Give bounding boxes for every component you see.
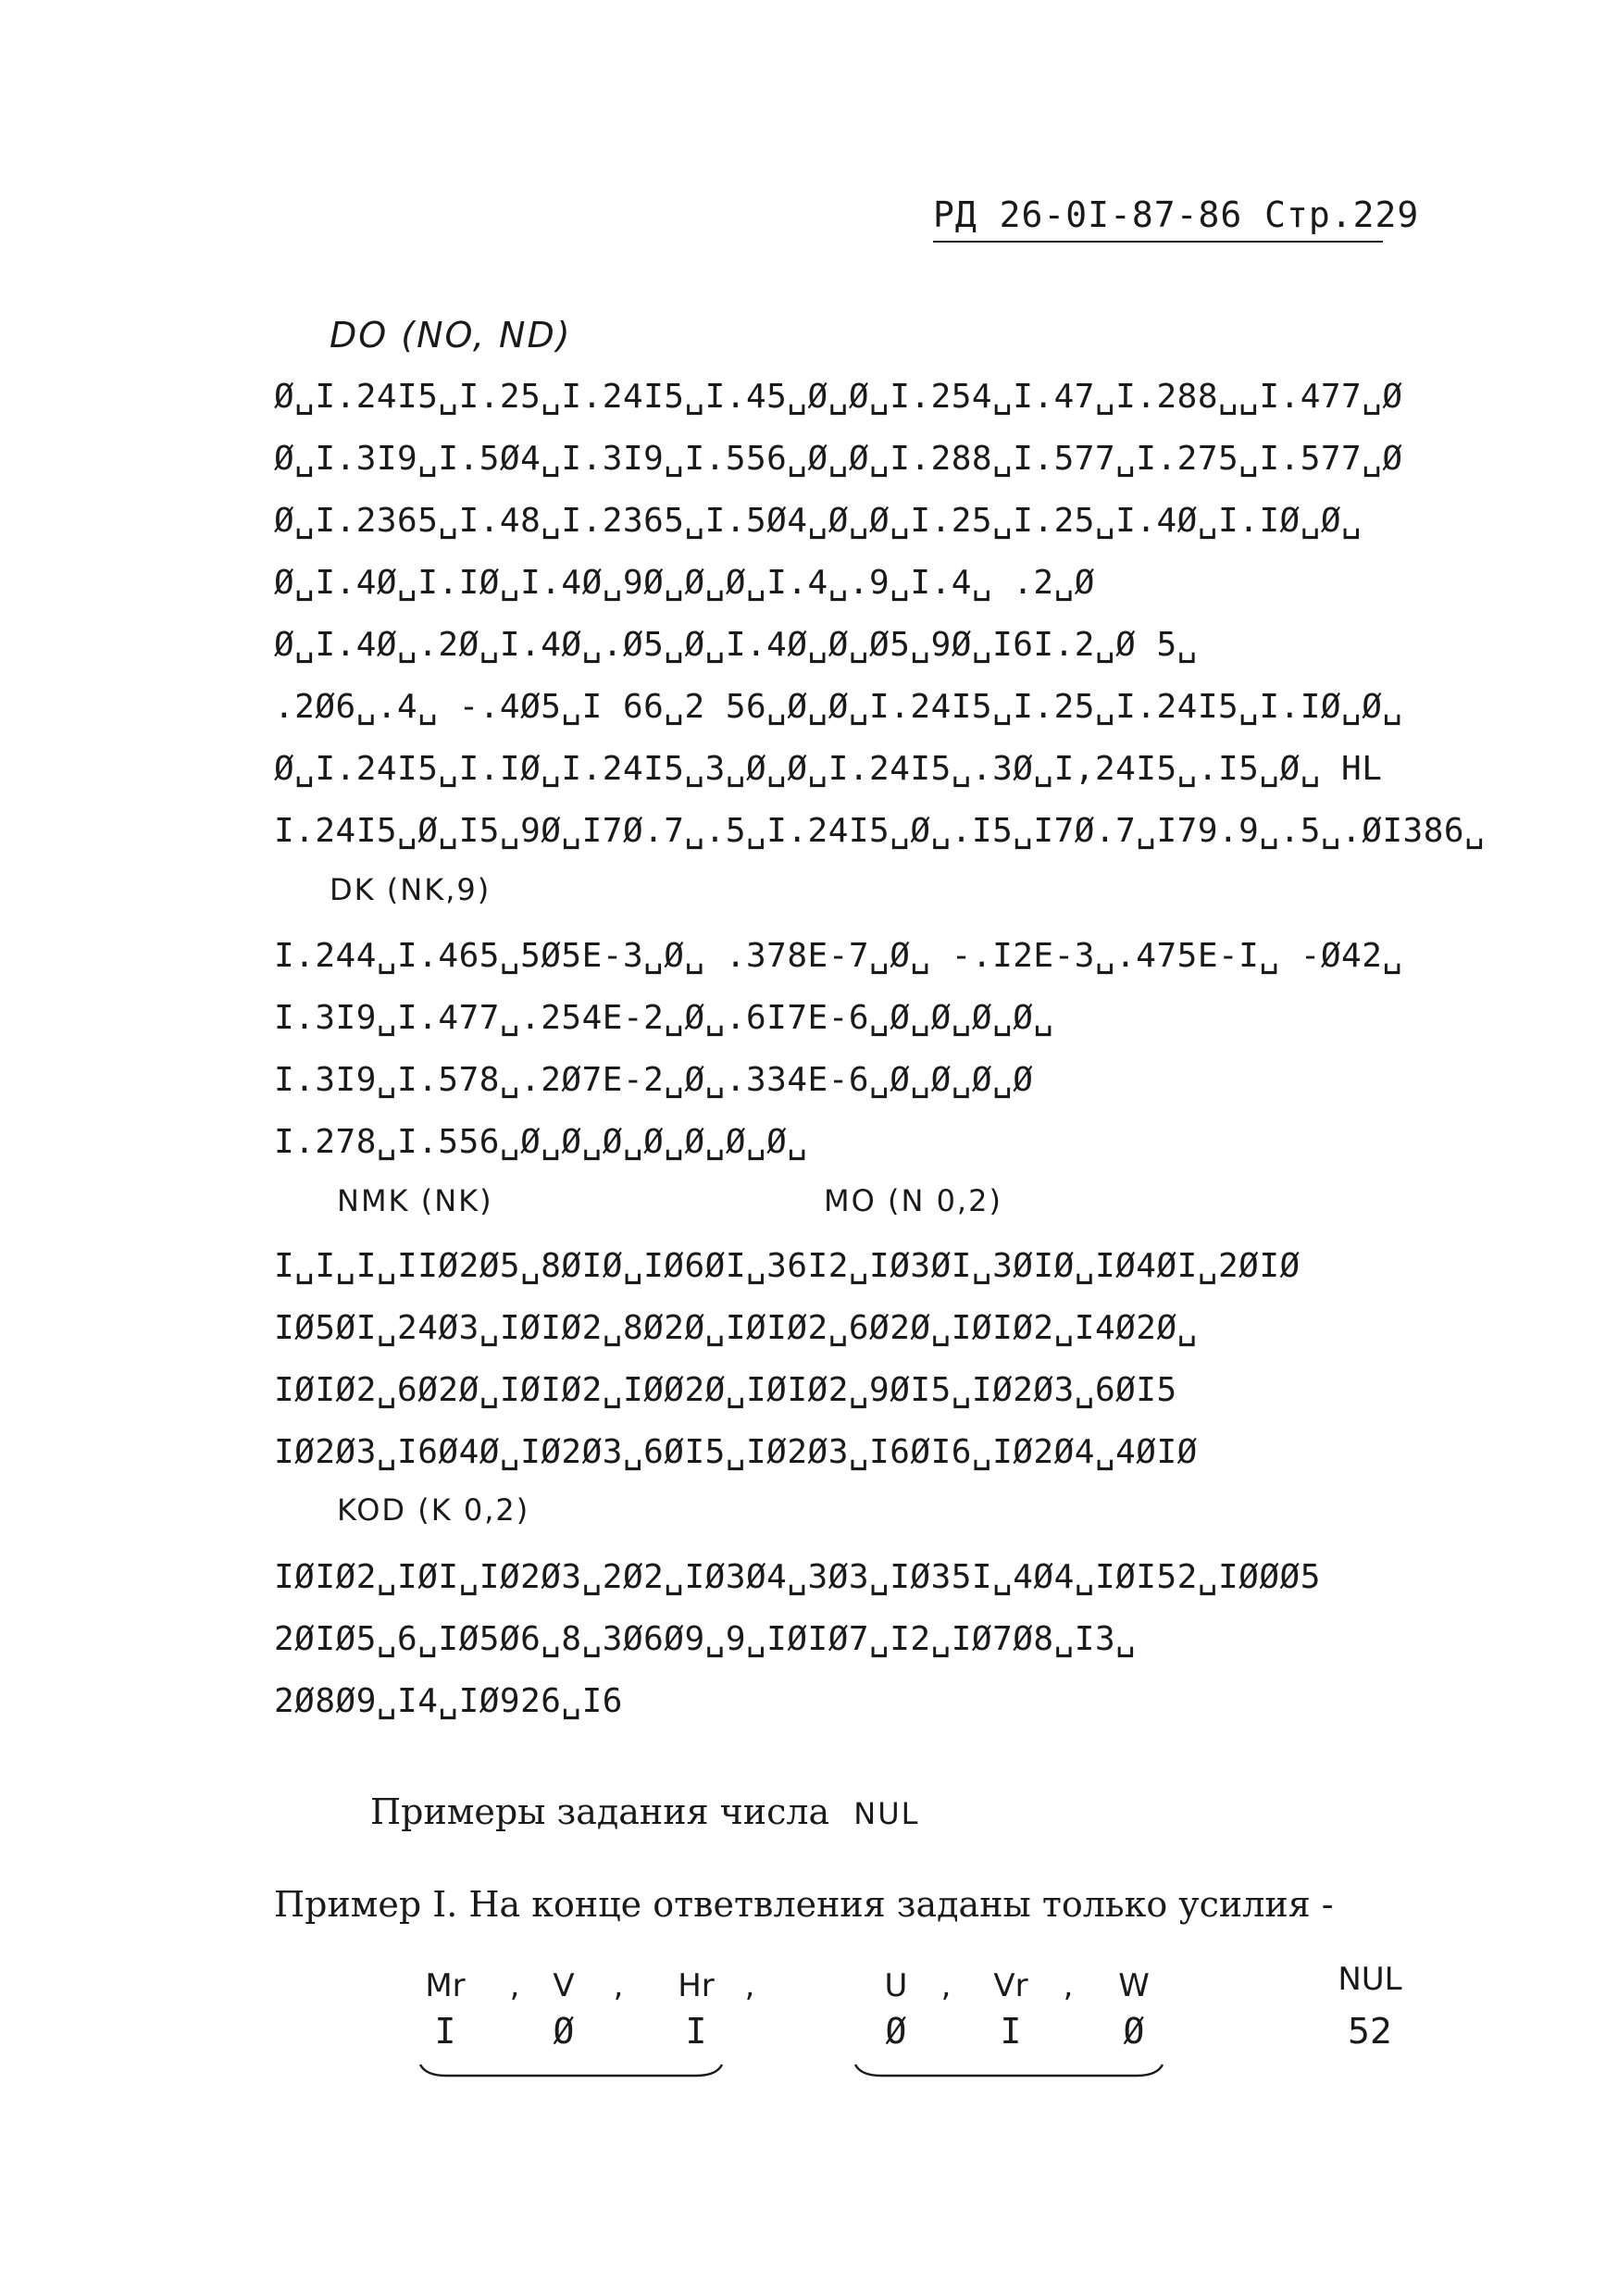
do-line: Ø␣I.2365␣I.48␣I.2365␣I.5Ø4␣Ø␣Ø␣I.25␣I.25␣I.4Ø␣I.IØ␣Ø␣ — [274, 502, 1363, 540]
nmk-label: NMK (NK) — [337, 1183, 493, 1218]
header-comma: , — [744, 1967, 755, 2004]
dk-line: I.278␣I.556␣Ø␣Ø␣Ø␣Ø␣Ø␣Ø␣Ø␣ — [274, 1123, 808, 1161]
dk-line: I.3I9␣I.578␣.2Ø7E-2␣Ø␣.334E-6␣Ø␣Ø␣Ø␣Ø — [274, 1061, 1034, 1099]
do-label: DO (NO, ND) — [330, 315, 572, 356]
header-comma: , — [613, 1967, 624, 2004]
nmk-line: IØ5ØI␣24Ø3␣IØIØ2␣8Ø2Ø␣IØIØ2␣6Ø2Ø␣IØIØ2␣I4Ø2Ø␣ — [274, 1309, 1198, 1347]
value-nul: 52 — [1347, 2011, 1393, 2052]
do-line: Ø␣I.24I5␣I.25␣I.24I5␣I.45␣Ø␣Ø␣I.254␣I.47␣I.288␣␣I.477␣Ø — [274, 378, 1403, 416]
mo-label: MO (N 0,2) — [824, 1183, 1002, 1218]
do-line: I.24I5␣Ø␣I5␣9Ø␣I7Ø.7␣.5␣I.24I5␣Ø␣.I5␣I7Ø.7␣I79.9␣.5␣.ØI386␣ — [274, 812, 1486, 850]
header-mr: Mr — [425, 1967, 466, 2004]
header-vr: Vr — [993, 1967, 1028, 2004]
header-comma: , — [940, 1967, 952, 2004]
page-header: РД 26-0I-87-86 Стр.229 — [933, 194, 1383, 243]
header-nul: NUL — [1338, 1961, 1402, 1998]
value-w: Ø — [1123, 2011, 1145, 2052]
value-v: Ø — [553, 2011, 575, 2052]
do-line: .2Ø6␣.4␣ -.4Ø5␣I 66␣2 56␣Ø␣Ø␣I.24I5␣I.25␣I.24I5␣I.IØ␣Ø␣ — [274, 688, 1403, 726]
dk-line: I.3I9␣I.477␣.254E-2␣Ø␣.6I7E-6␣Ø␣Ø␣Ø␣Ø␣ — [274, 999, 1054, 1037]
header-comma: , — [1063, 1967, 1074, 2004]
kod-line: IØIØ2␣IØI␣IØ2Ø3␣2Ø2␣IØ3Ø4␣3Ø3␣IØ35I␣4Ø4␣IØI52␣IØØØ5 — [274, 1558, 1321, 1596]
do-line: Ø␣I.4Ø␣.2Ø␣I.4Ø␣.Ø5␣Ø␣I.4Ø␣Ø␣Ø5␣9Ø␣I6I.2␣Ø 5␣ — [274, 626, 1198, 664]
examples-title — [370, 1791, 919, 1832]
value-u: Ø — [885, 2011, 907, 2052]
header-v: V — [553, 1967, 575, 2004]
header-hr: Hr — [678, 1967, 715, 2004]
kod-line: 2Ø8Ø9␣I4␣IØ926␣I6 — [274, 1682, 623, 1720]
value-hr: I — [685, 2011, 707, 2052]
examples-title-text: Примеры задания числа — [370, 1791, 830, 1832]
kod-label: KOD (K 0,2) — [337, 1492, 530, 1528]
nmk-line: IØ2Ø3␣I6Ø4Ø␣IØ2Ø3␣6ØI5␣IØ2Ø3␣I6ØI6␣IØ2Ø4␣4ØIØ — [274, 1433, 1198, 1471]
underbrace-forces — [418, 2061, 724, 2089]
nmk-line: IØIØ2␣6Ø2Ø␣IØIØ2␣IØØ2Ø␣IØIØ2␣9ØI5␣IØ2Ø3␣6ØI5 — [274, 1371, 1177, 1409]
do-line: Ø␣I.4Ø␣I.IØ␣I.4Ø␣9Ø␣Ø␣Ø␣I.4␣.9␣I.4␣ .2␣Ø — [274, 564, 1095, 602]
value-mr: I — [434, 2011, 456, 2052]
examples-title-var: NUL — [853, 1796, 920, 1831]
header-u: U — [884, 1967, 908, 2004]
header-comma: , — [509, 1967, 520, 2004]
kod-line: 2ØIØ5␣6␣IØ5Ø6␣8␣3Ø6Ø9␣9␣IØIØ7␣I2␣IØ7Ø8␣I3␣ — [274, 1620, 1137, 1658]
value-vr: I — [1000, 2011, 1022, 2052]
underbrace-displacements — [853, 2061, 1164, 2089]
nmk-line: I␣I␣I␣IIØ2Ø5␣8ØIØ␣IØ6ØI␣36I2␣IØ3ØI␣3ØIØ␣IØ4ØI␣2ØIØ — [274, 1247, 1301, 1285]
dk-line: I.244␣I.465␣5Ø5E-3␣Ø␣ .378E-7␣Ø␣ -.I2E-3␣.475E-I␣ -Ø42␣ — [274, 937, 1403, 975]
dk-label: DK (NK,9) — [330, 872, 492, 907]
header-w: W — [1118, 1967, 1150, 2004]
example-1-text: Пример I. На конце ответвления заданы только усилия - — [274, 1884, 1334, 1925]
do-line: Ø␣I.3I9␣I.5Ø4␣I.3I9␣I.556␣Ø␣Ø␣I.288␣I.577␣I.275␣I.577␣Ø — [274, 440, 1403, 478]
do-line: Ø␣I.24I5␣I.IØ␣I.24I5␣3␣Ø␣Ø␣I.24I5␣.3Ø␣I,24I5␣.I5␣Ø␣ HL — [274, 750, 1383, 788]
